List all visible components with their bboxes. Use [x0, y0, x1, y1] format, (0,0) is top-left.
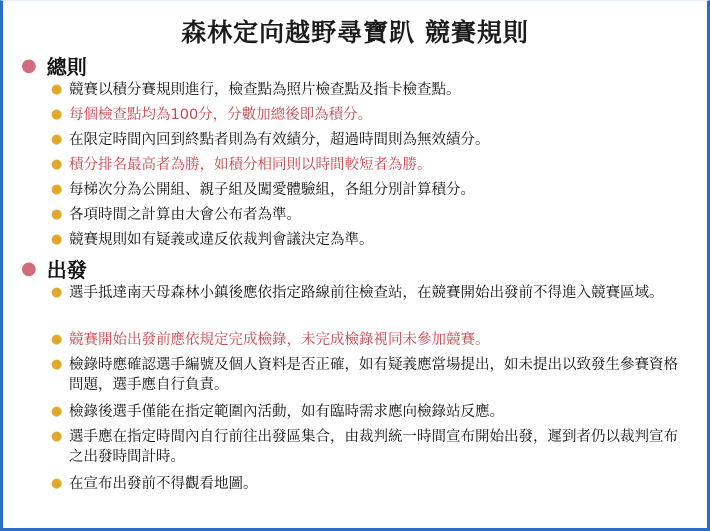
bullet-icon: ●	[51, 182, 63, 197]
bullet-icon: ●	[51, 82, 63, 97]
section-title: 出發	[46, 258, 87, 282]
list-item	[51, 402, 689, 422]
rule-text: 檢錄時應確認選手編號及個人資料是否正確，如有疑義應當場提出，如未提出以致發生參賽資格問題，選手應自行負責。	[69, 357, 678, 393]
rule-text: 選手應在指定時間內自行前往出發區集合，由裁判統一時間宣布開始出發，遲到者仍以裁判宣布之出發時間計時。	[69, 429, 678, 465]
list-item	[51, 180, 689, 205]
section-bullet-icon: ●	[21, 257, 37, 279]
rule-text: 每個檢查點均為100分，分數加總後即為積分。	[69, 107, 373, 123]
list-item	[51, 130, 689, 155]
general-rules-list	[51, 80, 689, 255]
rule-text: 在宣布出發前不得觀看地圖。	[69, 476, 258, 492]
bullet-icon: ●	[51, 232, 63, 247]
rule-text: 選手抵達南天母森林小鎮後應依指定路線前往檢查站，在競賽開始出發前不得進入競賽區域。	[69, 285, 664, 301]
rule-text: 各項時間之計算由大會公布者為準。	[69, 207, 301, 223]
bullet-icon: ●	[51, 285, 63, 300]
rule-text: 競賽以積分賽規則進行，檢查點為照片檢查點及指卡檢查點。	[69, 82, 461, 98]
list-item	[51, 230, 689, 255]
rule-text: 在限定時間內回到終點者則為有效績分，超過時間則為無效績分。	[69, 132, 490, 148]
bullet-icon: ●	[51, 157, 63, 172]
section-title: 總則	[46, 55, 87, 79]
page-title: 森林定向越野尋寶趴 競賽規則	[181, 18, 529, 47]
list-item	[51, 155, 689, 180]
list-item	[51, 427, 689, 469]
section-bullet-icon: ●	[21, 54, 37, 76]
bullet-icon: ●	[51, 207, 63, 222]
rule-text: 積分排名最高者為勝，如積分相同則以時間較短者為勝。	[69, 157, 432, 173]
departure-rules-list	[51, 283, 689, 499]
bullet-icon: ●	[51, 404, 63, 419]
section-heading-general	[21, 51, 87, 80]
list-item	[51, 205, 689, 230]
list-item	[51, 105, 689, 130]
list-item	[51, 80, 689, 105]
bullet-icon: ●	[51, 132, 63, 147]
rule-text: 檢錄後選手僅能在指定範圍內活動，如有臨時需求應向檢錄站反應。	[69, 404, 504, 420]
bullet-icon: ●	[51, 107, 63, 122]
bullet-icon: ●	[51, 476, 63, 491]
rule-text: 競賽規則如有疑義或違反依裁判會議決定為準。	[69, 232, 374, 248]
bullet-icon: ●	[51, 429, 63, 444]
section-heading-departure	[21, 254, 87, 283]
list-item	[51, 474, 689, 494]
rule-text: 競賽開始出發前應依規定完成檢錄，未完成檢錄視同未參加競賽。	[69, 332, 490, 348]
list-item	[51, 283, 689, 325]
rule-text: 每梯次分為公開組、親子組及闖愛體驗組，各組分別計算積分。	[69, 182, 475, 198]
list-item	[51, 355, 689, 397]
list-item	[51, 330, 689, 350]
bullet-icon: ●	[51, 332, 63, 347]
bullet-icon: ●	[51, 357, 63, 372]
